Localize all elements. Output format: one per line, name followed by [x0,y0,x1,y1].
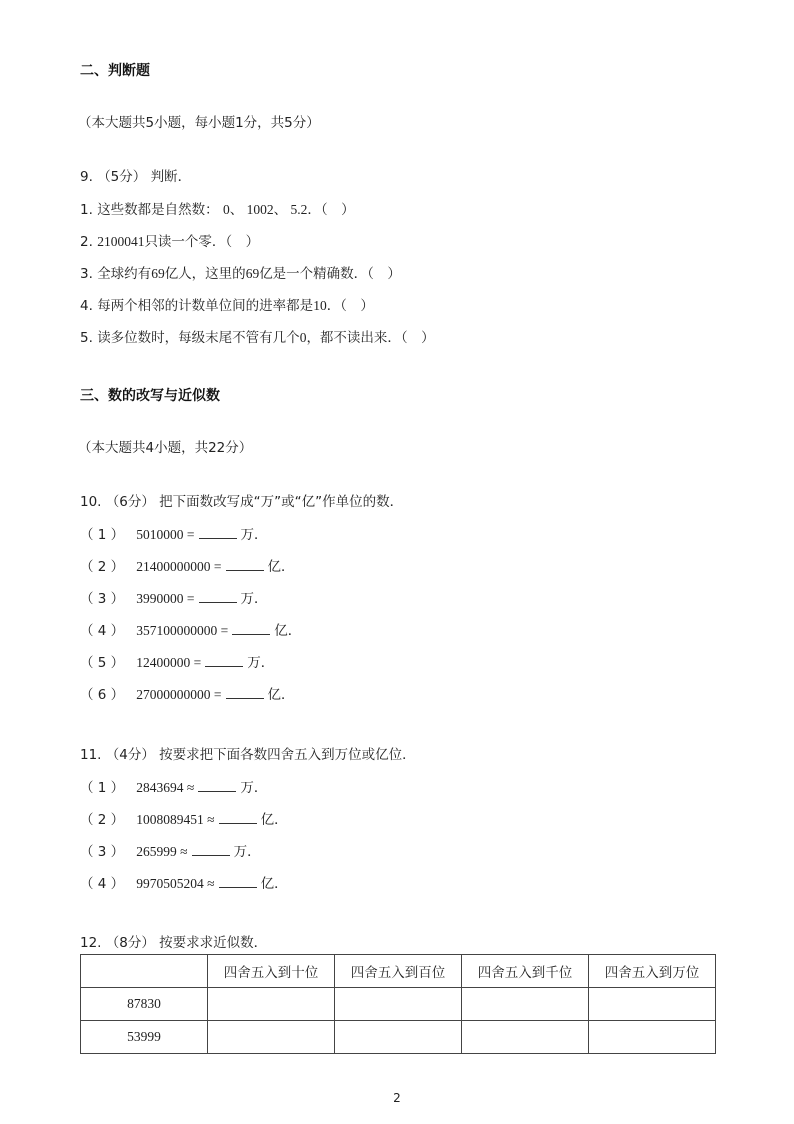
item-expression: 1008089451 ≈ [136,812,215,827]
item-text: 亿人，这里的 [164,266,246,282]
item-expression: 12400000 = [136,655,202,670]
q10-prompt: 把下面数改写成“万”或“亿”作单位的数． [159,494,404,510]
item-expression: 265999 ≈ [136,844,188,859]
item-label: （ 2 ） [80,812,125,828]
item-math: 2100041 [97,234,145,249]
item-text: 读多位数时，每级末尾不管有几个 [97,330,300,346]
section2-title: 二、判断题 [80,63,150,79]
item-unit: 亿． [274,623,302,639]
q9-item-4 [80,294,374,314]
answer-blank[interactable] [198,779,236,792]
answer-cell[interactable] [335,1021,462,1054]
q9-item-2 [80,230,259,250]
answer-blank[interactable] [226,686,264,699]
answer-blank[interactable] [192,843,230,856]
q12-score: （8分） [105,935,155,951]
item-label: （ 6 ） [80,687,125,703]
item-number: 5. [80,330,93,346]
item-text: 全球约有 [97,266,152,282]
answer-cell[interactable] [462,1021,589,1054]
q9-prompt: 判断． [150,169,192,185]
item-unit: 万． [240,591,268,607]
item-expression: 21400000000 = [136,559,222,574]
q11-item-2 [80,808,288,828]
table-header-cell: 四舍五入到万位 [589,955,716,988]
item-unit: 万． [240,780,268,796]
item-number: 1. [80,202,93,218]
item-expression: 9970505204 ≈ [136,876,215,891]
item-math: 69 [151,266,165,281]
item-text: 这些数都是自然数： [97,202,219,218]
q10-score: （6分） [105,494,155,510]
item-text: 每两个相邻的计数单位间的进率都是 [97,298,314,314]
q12-prompt: 按要求求近似数． [159,935,268,951]
item-label: （ 5 ） [80,655,125,671]
q10-number: 10. [80,494,102,510]
q9-number: 9. [80,169,93,185]
item-number: 3. [80,266,93,282]
section3-title: 三、数的改写与近似数 [80,388,220,404]
table-header-row [81,955,716,988]
q11-number: 11. [80,747,102,763]
item-unit: 万． [240,527,268,543]
item-label: （ 2 ） [80,559,125,575]
q10-item-4 [80,619,301,639]
item-answer-paren[interactable]: 亿是一个精确数．（ ） [259,266,401,282]
q11-header [80,743,416,763]
answer-cell[interactable] [589,1021,716,1054]
item-unit: 亿． [267,559,295,575]
answer-blank[interactable] [199,590,237,603]
item-answer-paren[interactable]: 只读一个零．（ ） [144,234,260,250]
q11-item-3 [80,840,261,860]
item-expression: 27000000000 = [136,687,222,702]
q9-item-5 [80,326,435,346]
q12-number: 12. [80,935,102,951]
section2-note: （本大题共5小题，每小题1分，共5分） [78,115,320,131]
answer-blank[interactable] [205,654,243,667]
page-number: 2 [393,1091,401,1105]
approximation-table [80,954,716,1054]
q10-item-1 [80,523,268,543]
item-unit: 万． [233,844,261,860]
item-label: （ 4 ） [80,876,125,892]
q11-item-4 [80,872,288,892]
answer-blank[interactable] [232,622,270,635]
table-row-number: 87830 [81,988,208,1021]
item-unit: 亿． [267,687,295,703]
q10-item-6 [80,683,295,703]
q9-item-3 [80,262,401,282]
item-label: （ 3 ） [80,844,125,860]
item-math: 10 [313,298,327,313]
table-row [81,1021,716,1054]
answer-blank[interactable] [219,875,257,888]
q9-item-1 [80,198,355,218]
item-label: （ 1 ） [80,780,125,796]
table-header-cell: 四舍五入到十位 [208,955,335,988]
q12-header [80,931,267,951]
q11-score: （4分） [105,747,155,763]
item-number: 4. [80,298,93,314]
q10-header [80,490,403,510]
item-math: 69 [245,266,260,281]
item-math: 0 [299,330,307,345]
q10-item-3 [80,587,268,607]
item-unit: 万． [247,655,275,671]
section3-note: （本大题共4小题，共22分） [78,440,253,456]
item-label: （ 4 ） [80,623,125,639]
answer-cell[interactable] [335,988,462,1021]
item-expression: 2843694 ≈ [136,780,195,795]
q11-item-1 [80,776,267,796]
q9-score: （5分） [97,169,147,185]
table-row-number: 53999 [81,1021,208,1054]
item-number: 2. [80,234,93,250]
answer-cell[interactable] [208,1021,335,1054]
table-row [81,988,716,1021]
item-expression: 3990000 = [136,591,195,606]
item-answer-paren[interactable]: ．（ ） [326,298,374,314]
answer-cell[interactable] [462,988,589,1021]
answer-blank[interactable] [199,526,237,539]
q9-header [80,165,191,185]
answer-blank[interactable] [219,811,257,824]
answer-cell[interactable] [208,988,335,1021]
q10-item-2 [80,555,295,575]
table-header-cell: 四舍五入到百位 [335,955,462,988]
item-unit: 亿． [260,812,288,828]
q11-prompt: 按要求把下面各数四舍五入到万位或亿位． [159,747,416,763]
table-header-cell [81,955,208,988]
item-expression: 5010000 = [136,527,195,542]
answer-cell[interactable] [589,988,716,1021]
table-header-cell: 四舍五入到千位 [462,955,589,988]
item-answer-paren[interactable]: ．（ ） [307,202,355,218]
item-label: （ 1 ） [80,527,125,543]
item-unit: 亿． [260,876,288,892]
item-label: （ 3 ） [80,591,125,607]
answer-blank[interactable] [226,558,264,571]
item-answer-paren[interactable]: ，都不读出来．（ ） [306,330,435,346]
item-expression: 357100000000 = [136,623,229,638]
item-math: 0、 1002、 5.2 [222,202,308,217]
q10-item-5 [80,651,274,671]
